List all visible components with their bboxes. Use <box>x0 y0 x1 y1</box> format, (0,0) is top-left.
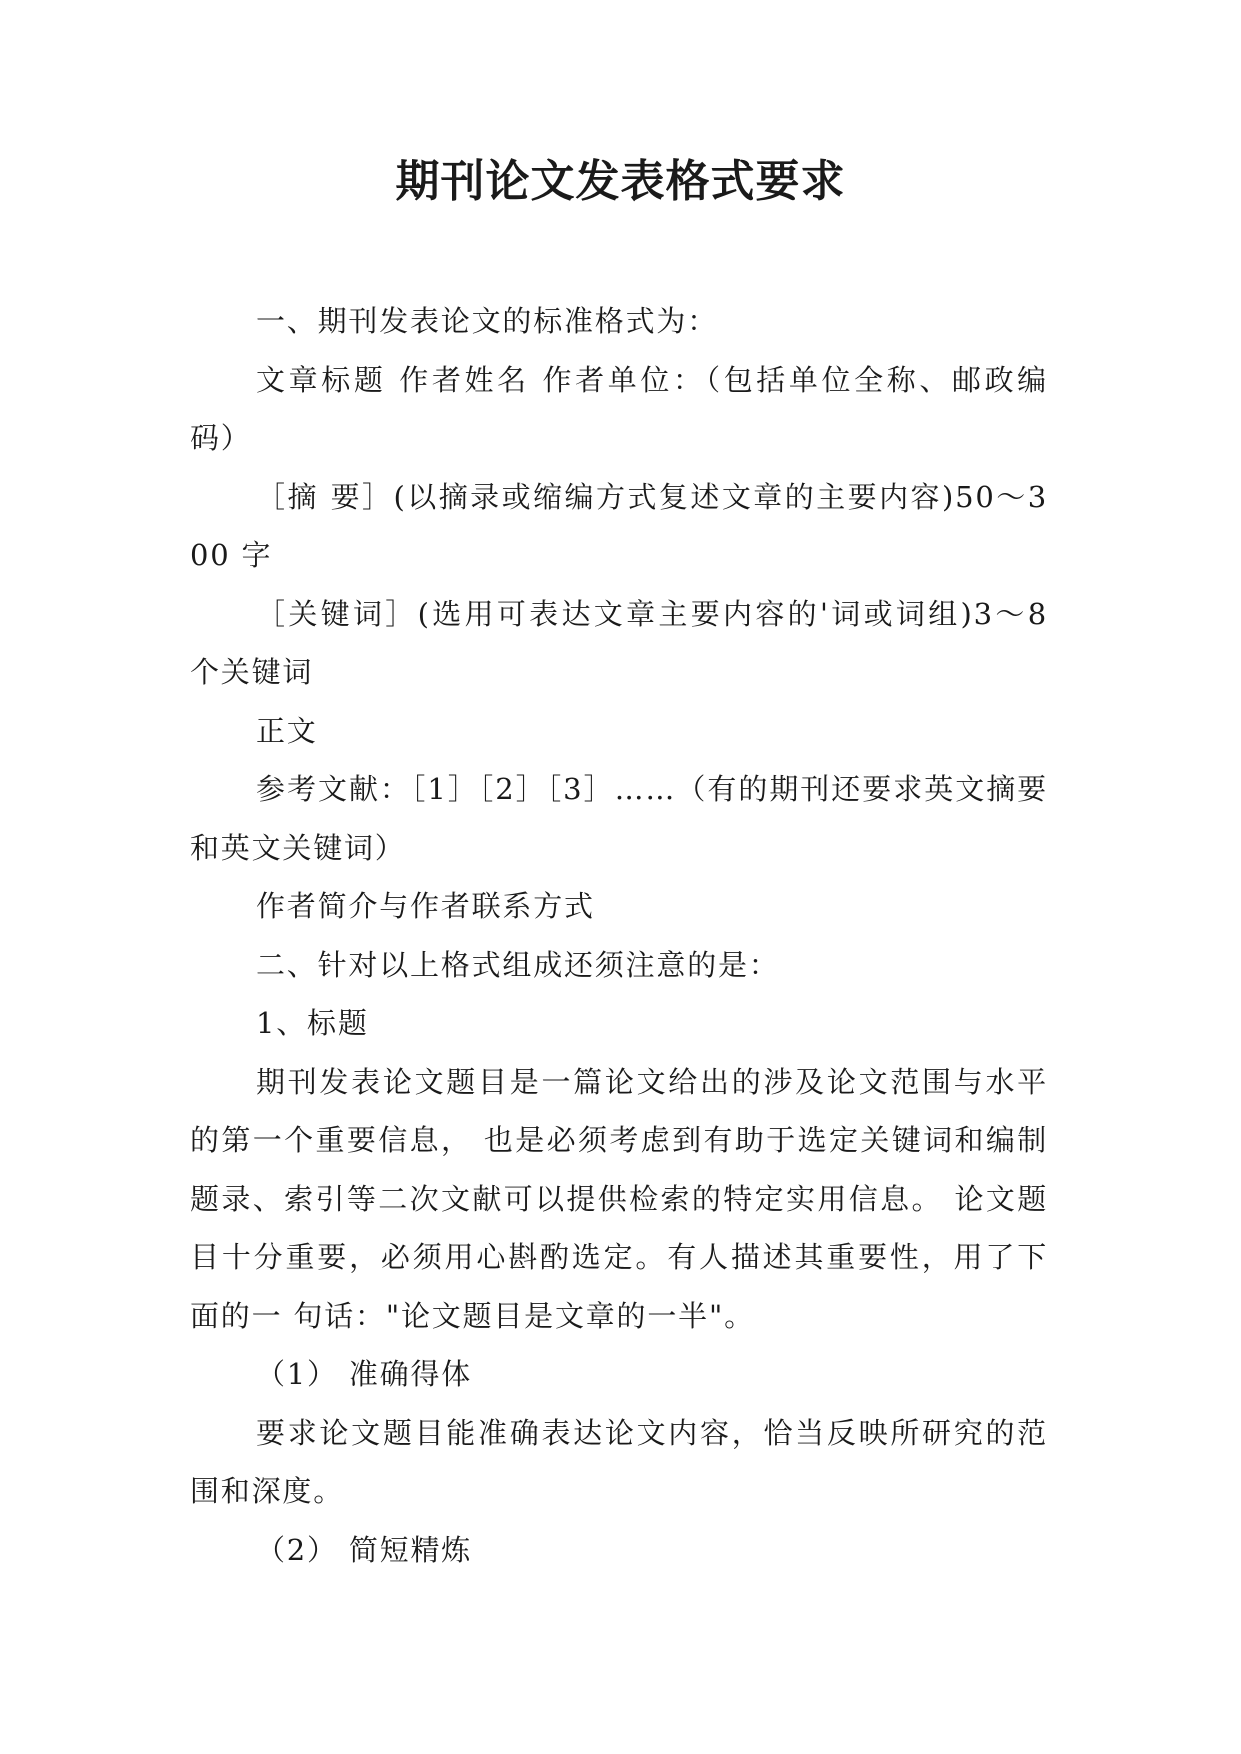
paragraph-notes-heading: 二、针对以上格式组成还须注意的是： <box>256 947 780 982</box>
paragraph-accurate-detail: 要求论文题目能准确表达论文内容，恰当反映所研究的范围和深度。 <box>190 1415 1048 1508</box>
paragraph-main-text: 正文 <box>256 713 318 748</box>
paragraph-subsection-accurate: （1） 准确得体 <box>256 1357 473 1391</box>
paragraph-subsection-concise: （2） 简短精炼 <box>256 1532 473 1567</box>
paragraph-title-author: 文章标题 作者姓名 作者单位：（包括单位全称、邮政编码） <box>190 362 1048 455</box>
document-title: 期刊论文发表格式要求 <box>395 156 846 207</box>
document-body <box>190 292 1048 1579</box>
paragraph-author-bio: 作者简介与作者联系方式 <box>256 889 595 923</box>
paragraph-abstract: ［摘 要］(以摘录或缩编方式复述文章的主要内容)50～300 字 <box>190 479 1048 572</box>
paragraph-references: 参考文献：［1］［2］［3］……（有的期刊还要求英文摘要和英文关键词） <box>190 772 1048 865</box>
paragraph-format-heading: 一、期刊发表论文的标准格式为： <box>256 304 719 338</box>
paragraph-keywords: ［关键词］(选用可表达文章主要内容的'词或词组)3～8 个关键词 <box>190 596 1048 689</box>
paragraph-title-importance: 期刊发表论文题目是一篇论文给出的涉及论文范围与水平的第一个重要信息， 也是必须考虑到有助于选定关键词和编制题录、索引等二次文献可以提供检索的特定实用信息。 论文题目十分重要，必须用心斟酌选定。有人描述其重要性，用了下面的一 句话："论文题目是文章的一半"。 <box>190 1064 1048 1333</box>
paragraph-section-title: 1、标题 <box>256 1006 369 1040</box>
